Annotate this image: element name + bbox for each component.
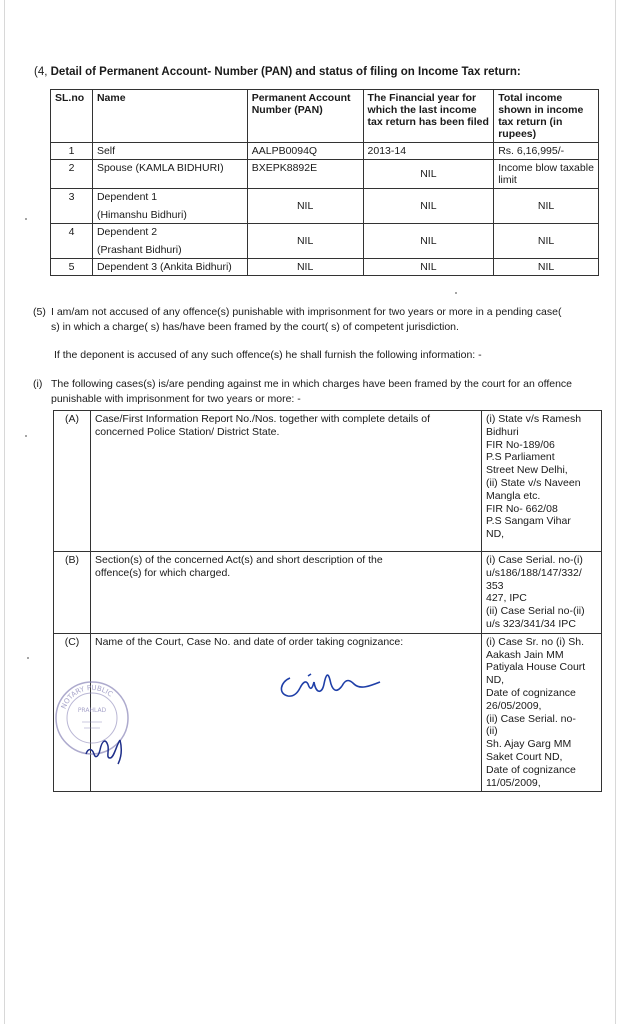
table-row [51, 259, 599, 276]
description-line: concerned Police Station/ District State. [95, 425, 280, 438]
section-5-line-2: s) in which a charge( s) has/have been framed by the court( s) of competent jurisdiction. [51, 321, 459, 333]
detail-line: (i) Case Serial. no-(i) [486, 554, 583, 566]
detail-line: Aakash Jain MM [486, 648, 564, 661]
description-line: offence(s) for which charged. [95, 566, 231, 579]
cell-pan: NIL [247, 259, 363, 276]
detail-line: Date of cognizance [486, 763, 576, 776]
section-i-number: (i) [33, 378, 43, 390]
row-detail [482, 411, 602, 552]
detail-line: (ii) [486, 725, 498, 738]
header-name: Name [92, 90, 247, 143]
name-line-2: (Himanshu Bidhuri) [96, 209, 187, 221]
section-4-heading [34, 66, 521, 78]
cell-sl: 3 [51, 189, 93, 224]
row-tag: (C) [54, 633, 91, 792]
cell-year: 2013-14 [363, 143, 494, 160]
detail-line: Street New Delhi, [486, 464, 568, 477]
scan-speck [25, 218, 27, 220]
cell-income: NIL [494, 259, 599, 276]
scan-speck [455, 292, 457, 294]
cell-income: Income blow taxable limit [494, 160, 599, 189]
signature-image [270, 660, 390, 710]
description-line: Section(s) of the concerned Act(s) and short description of the [95, 554, 383, 566]
detail-line: 353 [486, 579, 504, 592]
seal-ring-text: NOTARY PUBLIC [59, 683, 115, 711]
cell-pan: NIL [247, 189, 363, 224]
table-row [51, 160, 599, 189]
detail-line: (ii) State v/s Naveen [486, 476, 581, 489]
section-5-note [54, 348, 482, 363]
description-line: Name of the Court, Case No. and date of order taking cognizance: [95, 635, 404, 648]
cell-pan: AALPB0094Q [247, 143, 363, 160]
cell-name [92, 224, 247, 259]
pan-table-header [51, 90, 599, 143]
row-detail [482, 552, 602, 634]
name-line-1: Dependent 2 [96, 226, 158, 238]
detail-line: ND, [486, 528, 505, 541]
cell-sl: 1 [51, 143, 93, 160]
cell-name: Spouse (KAMLA BIDHURI) [92, 160, 247, 189]
detail-line: 11/05/2009, [486, 776, 541, 789]
section-5 [33, 305, 608, 335]
cell-sl: 2 [51, 160, 93, 189]
detail-line: (i) State v/s Ramesh [486, 413, 582, 425]
detail-line: Bidhuri [486, 425, 519, 438]
cell-year: NIL [363, 160, 494, 189]
detail-line: 26/05/2009, [486, 699, 542, 712]
detail-line: Patiyala House Court [486, 661, 586, 674]
header-financial-year: The Financial year for which the last income tax return has been filed [363, 90, 494, 143]
cell-year: NIL [363, 259, 494, 276]
section-i-line-1: The following cases(s) is/are pending against me in which charges have been framed by the court for an offence [51, 378, 573, 390]
table-row [54, 411, 602, 552]
cell-name [92, 189, 247, 224]
detail-line: Sh. Ajay Garg MM [486, 738, 572, 751]
detail-line: FIR No- 662/08 [486, 502, 558, 515]
section-5-line-1: I am/am not accused of any offence(s) punishable with imprisonment for two years or more in a pending case( [51, 306, 562, 318]
detail-line: (i) Case Sr. no (i) Sh. [486, 635, 585, 648]
detail-line: Saket Court ND, [486, 750, 563, 763]
detail-line: 427, IPC [486, 592, 527, 605]
header-sl-no: SL.no [51, 90, 93, 143]
cell-year: NIL [363, 189, 494, 224]
detail-line: u/s186/188/147/332/ [486, 566, 582, 579]
detail-line: ND, [486, 674, 505, 687]
detail-line: (ii) Case Serial. no- [486, 712, 576, 725]
cases-table [53, 410, 602, 792]
cell-sl: 5 [51, 259, 93, 276]
row-tag: (B) [54, 552, 91, 634]
cell-sl: 4 [51, 224, 93, 259]
section-i-line-2: punishable with imprisonment for two years or more: - [51, 393, 301, 405]
section-5-number: (5) [33, 306, 46, 318]
header-pan: Permanent Account Number (PAN) [247, 90, 363, 143]
cell-pan: BXEPK8892E [247, 160, 363, 189]
section-4-title: Detail of Permanent Account- Number (PAN) and status of filing on Income Tax return: [50, 66, 521, 78]
section-i [33, 377, 613, 407]
cell-pan: NIL [247, 224, 363, 259]
description-line: Case/First Information Report No./Nos. together with complete details of [95, 413, 430, 425]
table-row [54, 633, 602, 792]
table-row [51, 143, 599, 160]
detail-line: (ii) Case Serial no-(ii) [486, 605, 585, 618]
section-5-note-text: If the deponent is accused of any such offence(s) he shall furnish the following information: - [54, 349, 482, 361]
table-row [54, 552, 602, 634]
header-total-income: Total income shown in income tax return (in rupees) [494, 90, 599, 143]
row-description [91, 411, 482, 552]
cell-income: NIL [494, 224, 599, 259]
detail-line: FIR No-189/06 [486, 438, 555, 451]
cell-name: Dependent 3 (Ankita Bidhuri) [92, 259, 247, 276]
row-description [91, 552, 482, 634]
seal-center-text: PRAHLAD [77, 707, 107, 714]
row-description [91, 633, 482, 792]
detail-line: u/s 323/341/34 IPC [486, 617, 576, 630]
cell-income: NIL [494, 189, 599, 224]
initial-image [82, 730, 132, 770]
row-tag: (A) [54, 411, 91, 552]
detail-line: Mangla etc. [486, 489, 541, 502]
scan-speck [25, 435, 27, 437]
cell-name: Self [92, 143, 247, 160]
detail-line: Date of cognizance [486, 686, 576, 699]
scan-speck [27, 657, 29, 659]
name-line-2: (Prashant Bidhuri) [96, 244, 182, 256]
section-4-number: (4, [34, 66, 48, 78]
detail-line: P.S Parliament [486, 451, 555, 464]
detail-line: P.S Sangam Vihar [486, 515, 571, 528]
pan-table [50, 89, 599, 276]
table-row [51, 189, 599, 224]
name-line-1: Dependent 1 [96, 191, 158, 203]
table-row [51, 224, 599, 259]
row-detail [482, 633, 602, 792]
cell-income: Rs. 6,16,995/- [494, 143, 599, 160]
cell-year: NIL [363, 224, 494, 259]
